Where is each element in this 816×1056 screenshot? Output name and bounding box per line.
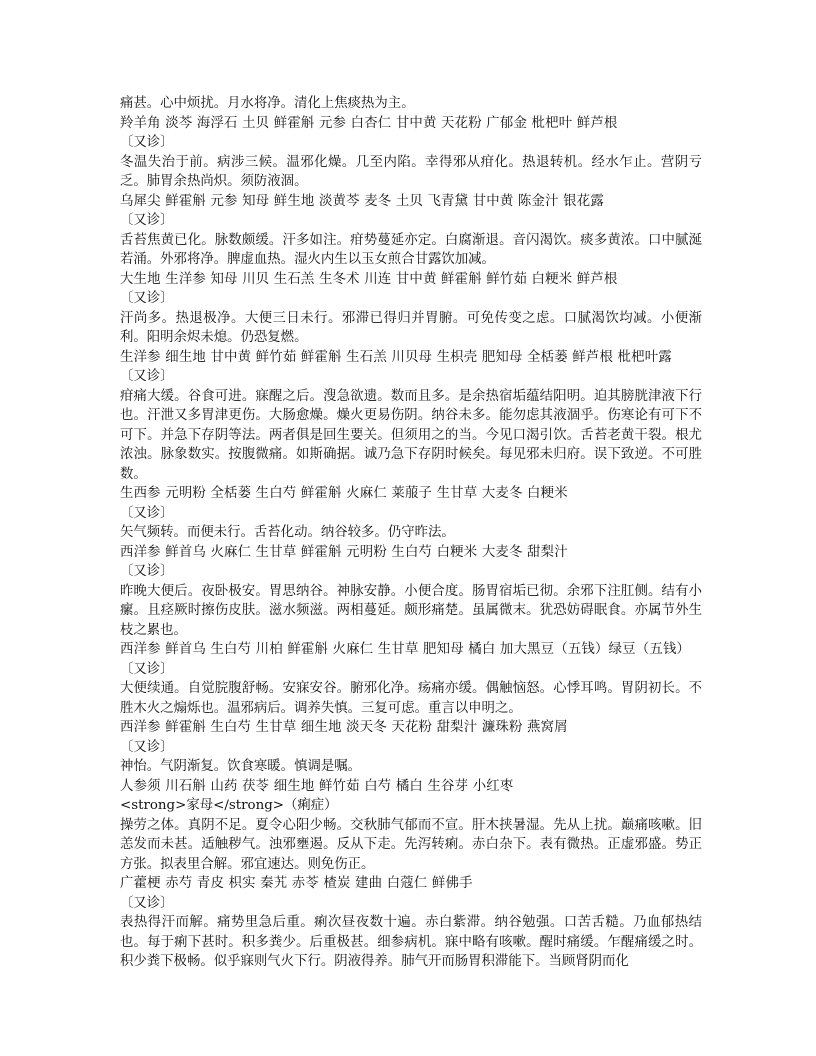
text-paragraph-10: 操劳之体。真阴不足。夏令心阳少畅。交秋肺气郁而不宣。肝木挟暑湿。先从上扰。巅痛咳嗽。旧恙发而未甚。适触秽气。浊邪壅遏。反从下走。先泻转痢。赤白杂下。表有微热。正虚邪盛。势正方张。拟表里合解。邪宜速达。则免伤正。 [120, 817, 702, 872]
revisit-heading-8: 〔又诊〕 [120, 739, 174, 755]
prescription-line-10: 广藿梗 赤芍 青皮 枳实 秦艽 赤苓 楂炭 建曲 白蔻仁 鲜佛手 [120, 876, 473, 891]
revisit-heading-7: 〔又诊〕 [120, 661, 174, 677]
text-paragraph-8: 大便续通。自觉脘腹舒畅。安寐安谷。腑邪化净。疡痛亦缓。偶触恼怒。心悸耳鸣。胃阴初长。不胜木火之煽烁也。温邪病后。调养失慎。三复可虑。重言以申明之。 [120, 681, 702, 716]
prescription-line-3: 大生地 生洋参 知母 川贝 生石羔 生冬术 川连 甘中黄 鲜霍斛 鲜竹茹 白粳米 鲜芦根 [120, 271, 618, 287]
prescription-line-5: 生西参 元明粉 全栝蒌 生白芍 鲜霍斛 火麻仁 莱菔子 生甘草 大麦冬 白粳米 [120, 486, 568, 501]
prescription-line-8: 西洋参 鲜霍斛 生白芍 生甘草 细生地 淡天冬 天花粉 甜梨汁 濂珠粉 燕窝屑 [120, 720, 568, 735]
text-paragraph-2: 冬温失治于前。病涉三候。温邪化燥。几至内陷。幸得邪从疳化。热退转机。经水乍止。营阴亏乏。肺胃余热尚炽。须防液涸。 [120, 154, 702, 189]
text-paragraph-11: 表热得汗而解。痛势里急后重。痢次昼夜数十遍。赤白紫滞。纳谷勉强。口苦舌糙。乃血郁热结也。每于痢下甚时。积多粪少。后重极甚。细参病机。寐中略有咳嗽。醒时痛缓。乍醒痛缓之时。积少粪下极畅。似乎寐则气火下行。阴液得养。肺气开而肠胃积滞能下。当顾肾阴而化 [120, 915, 702, 969]
text-paragraph-6: 矢气频转。而便未行。舌苔化动。纳谷较多。仍守昨法。 [120, 525, 455, 540]
prescription-line-7: 西洋参 鲜首乌 生白芍 川柏 鲜霍斛 火麻仁 生甘草 肥知母 橘白 加大黑豆（五钱）绿豆（五钱） [120, 642, 691, 657]
prescription-line-2: 乌犀尖 鲜霍斛 元参 知母 鲜生地 淡黄芩 麦冬 土贝 飞青黛 甘中黄 陈金汁 银花露 [120, 193, 604, 209]
revisit-heading-5: 〔又诊〕 [120, 505, 174, 521]
revisit-heading-6: 〔又诊〕 [120, 564, 174, 579]
prescription-line-4: 生洋参 细生地 甘中黄 鲜竹茹 鲜霍斛 生石羔 川贝母 生枳壳 肥知母 全栝蒌 鲜芦根 枇杷叶露 [120, 349, 672, 365]
text-paragraph-5: 疳痛大缓。谷食可进。寐醒之后。溲急欲遗。数而且多。是余热宿垢蕴结阳明。迫其膀胱津液下行也。汗泄又多胃津更伤。大肠愈燥。燥火更易伤阴。纳谷未多。能勿虑其液涸乎。伤寒论有可下不可下。并急下存阴等法。两者俱是回生要关。但须用之的当。今见口渴引饮。舌苔老黄干裂。根尤浓浊。脉象数实。按腹微痛。如斯确据。诚乃急下存阴时候矣。每见邪未归府。误下致逆。不可胜数。 [120, 388, 702, 482]
prescription-line-1: 羚羊角 淡芩 海浮石 土贝 鲜霍斛 元参 白杏仁 甘中黄 天花粉 广郁金 枇杷叶 鲜芦根 [120, 115, 618, 131]
prescription-line-9: 人参须 川石斛 山药 茯苓 细生地 鲜竹茹 白芍 橘白 生谷芽 小红枣 [120, 778, 514, 794]
document-page [120, 94, 702, 972]
revisit-heading-2: 〔又诊〕 [120, 213, 174, 228]
prescription-line-6: 西洋参 鲜首乌 火麻仁 生甘草 鲜霍斛 元明粉 生白芍 白粳米 大麦冬 甜梨汁 [120, 544, 568, 560]
revisit-heading-9: 〔又诊〕 [120, 895, 174, 911]
case-heading: <strong>家母</strong>（痢症） [120, 798, 338, 813]
text-paragraph-7: 昨晚大便后。夜卧极安。胃思纳谷。神脉安静。小便合度。肠胃宿垢已彻。余邪下注肛侧。结有小瘰。且痉厥时擦伤皮肤。滋水频滋。两相蔓延。颇形痛楚。虽属微末。犹恐妨碍眠食。亦属节外生枝之累也。 [120, 583, 702, 638]
text-paragraph-4: 汗尚多。热退极净。大便三日未行。邪滞已得归并胃腑。可免传变之虑。口腻渴饮均减。小便渐利。阳明余烬未熄。仍恐复燃。 [120, 310, 702, 345]
text-paragraph-3: 舌苔焦黄已化。脉数颇缓。汗多如注。疳势蔓延亦定。白腐渐退。音闪渴饮。痰多黄浓。口中腻涎若涌。外邪将净。脾虚血热。湿火内生以玉女煎合甘露饮加减。 [120, 232, 702, 267]
text-line-1: 痛甚。心中烦扰。月水将净。清化上焦痰热为主。 [120, 96, 415, 111]
revisit-heading-3: 〔又诊〕 [120, 291, 174, 306]
revisit-heading-1: 〔又诊〕 [120, 135, 174, 150]
text-paragraph-9: 神怡。气阴渐复。饮食寒暖。慎调是嘱。 [120, 759, 362, 774]
revisit-heading-4: 〔又诊〕 [120, 369, 174, 384]
